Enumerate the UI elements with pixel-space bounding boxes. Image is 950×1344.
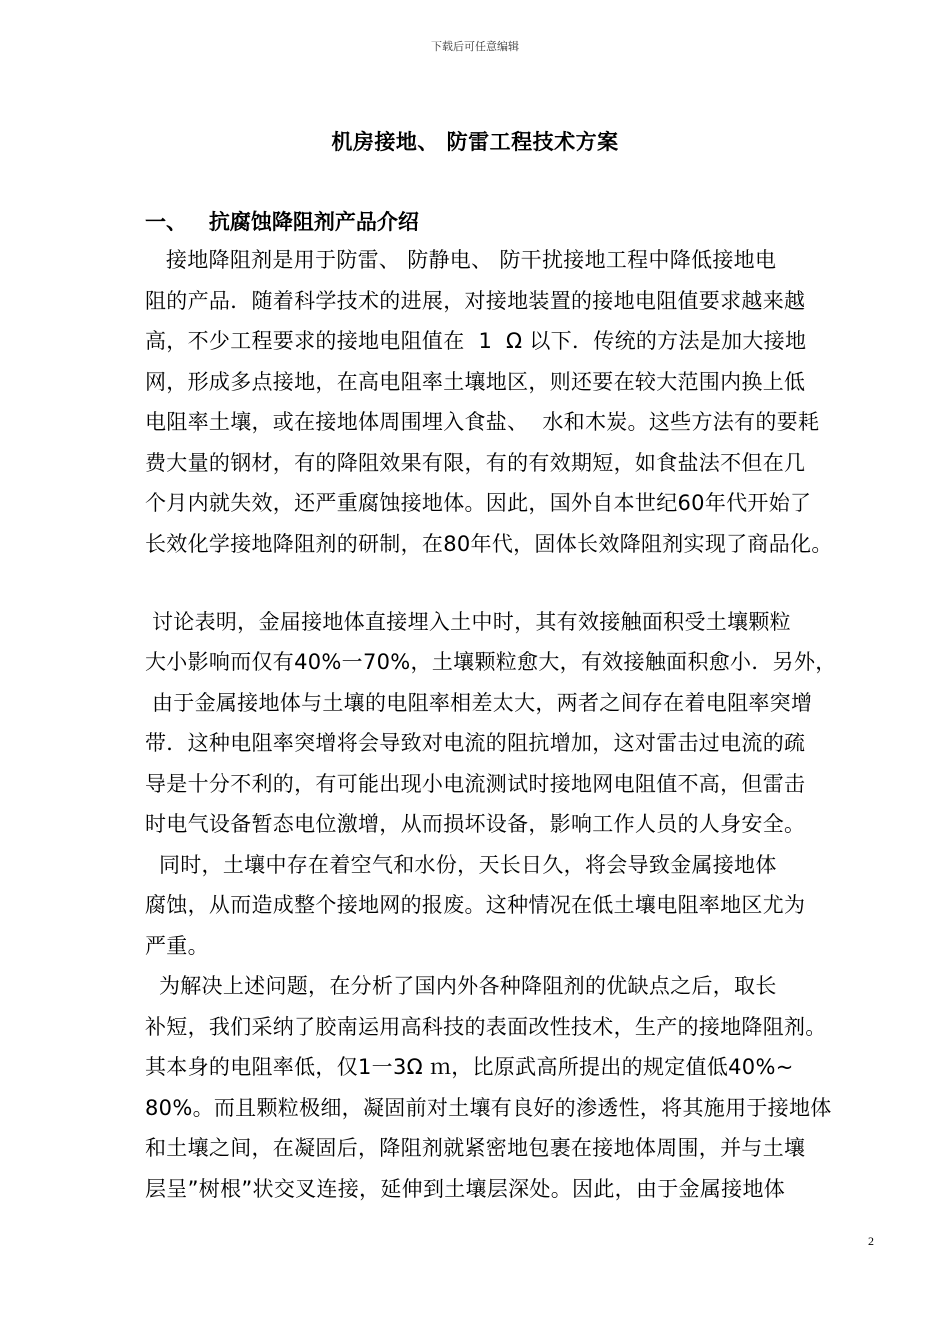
body-line-5: 电阻率土壤，或在接地体周围埋入食盐、 水和木炭。这些方法有的要耗 bbox=[145, 410, 820, 434]
body-line-7: 个月内就失效，还严重腐蚀接地体。因此，国外自本世纪60年代开始了 bbox=[145, 491, 812, 515]
body-line-14: 时电气设备暂态电位激增，从而损坏设备，影响工作人员的人身安全。 bbox=[145, 812, 806, 836]
body-line-13: 导是十分不利的，有可能出现小电流测试时接地网电阻值不高，但雷击 bbox=[145, 772, 806, 796]
body-line-4: 网，形成多点接地，在高电阻率土壤地区，则还要在较大范围内换上低 bbox=[145, 370, 806, 394]
body-line-23: 层呈”树根”状交叉连接，延伸到土壤层深处。因此，由于金属接地体 bbox=[145, 1177, 786, 1201]
body-line-18: 为解决上述问题，在分析了国内外各种降阻剂的优缺点之后，取长 bbox=[145, 974, 777, 998]
body-line-9: 讨论表明，金届接地体直接埋入土中时，其有效接触面积受土壤颗粒 bbox=[145, 610, 791, 634]
body-line-12: 带．这种电阻率突增将会导致对电流的阻抗增加，这对雷击过电流的疏 bbox=[145, 731, 806, 755]
document-title: 机房接地、 防雷工程技术方案 bbox=[331, 130, 619, 154]
body-line-10: 大小影响而仅有40%一70%，土壤颗粒愈大，有效接触面积愈小．另外， bbox=[145, 650, 837, 674]
body-line-19: 补短，我们采纳了胶南运用高科技的表面改性技术，生产的接地降阻剂。 bbox=[145, 1015, 827, 1039]
body-line-17: 严重。 bbox=[145, 934, 209, 958]
section-heading: 一、 抗腐蚀降阻剂产品介绍 bbox=[145, 210, 419, 234]
body-line-6: 费大量的钢材，有的降阻效果有限，有的有效期短，如食盐法不但在几 bbox=[145, 451, 806, 475]
page-header: 下载后可任意编辑 bbox=[431, 40, 519, 53]
page-number: 2 bbox=[868, 1234, 874, 1248]
body-line-11: 由于金属接地体与土壤的电阻率相差太大，两者之间存在着电阻率突增 bbox=[145, 691, 813, 715]
body-line-3: 高，不少工程要求的接地电阻值在 1 Ω 以下．传统的方法是加大接地 bbox=[145, 329, 807, 353]
body-line-1: 接地降阻剂是用于防雷、 防静电、 防干扰接地工程中降低接地电 bbox=[145, 248, 777, 272]
body-line-8: 长效化学接地降阻剂的研制，在80年代，固体长效降阻剂实现了商品化。 bbox=[145, 532, 833, 556]
body-line-15: 同时，土壤中存在着空气和水份，天长日久，将会导致金属接地体 bbox=[145, 853, 777, 877]
body-line-21: 80%。而且颗粒极细，凝固前对土壤有良好的渗透性，将其施用于接地体 bbox=[145, 1096, 832, 1120]
body-line-20: 其本身的电阻率低，仅1一3Ω ｍ，比原武高所提出的规定值低40%~ bbox=[145, 1055, 794, 1079]
body-line-16: 腐蚀，从而造成整个接地网的报废。这种情况在低土壤电阻率地区尤为 bbox=[145, 893, 806, 917]
body-line-22: 和土壤之间，在凝固后，降阻剂就紧密地包裹在接地体周围，并与土壤 bbox=[145, 1136, 806, 1160]
body-line-2: 阻的产品．随着科学技术的进展，对接地装置的接地电阻值要求越来越 bbox=[145, 289, 806, 313]
